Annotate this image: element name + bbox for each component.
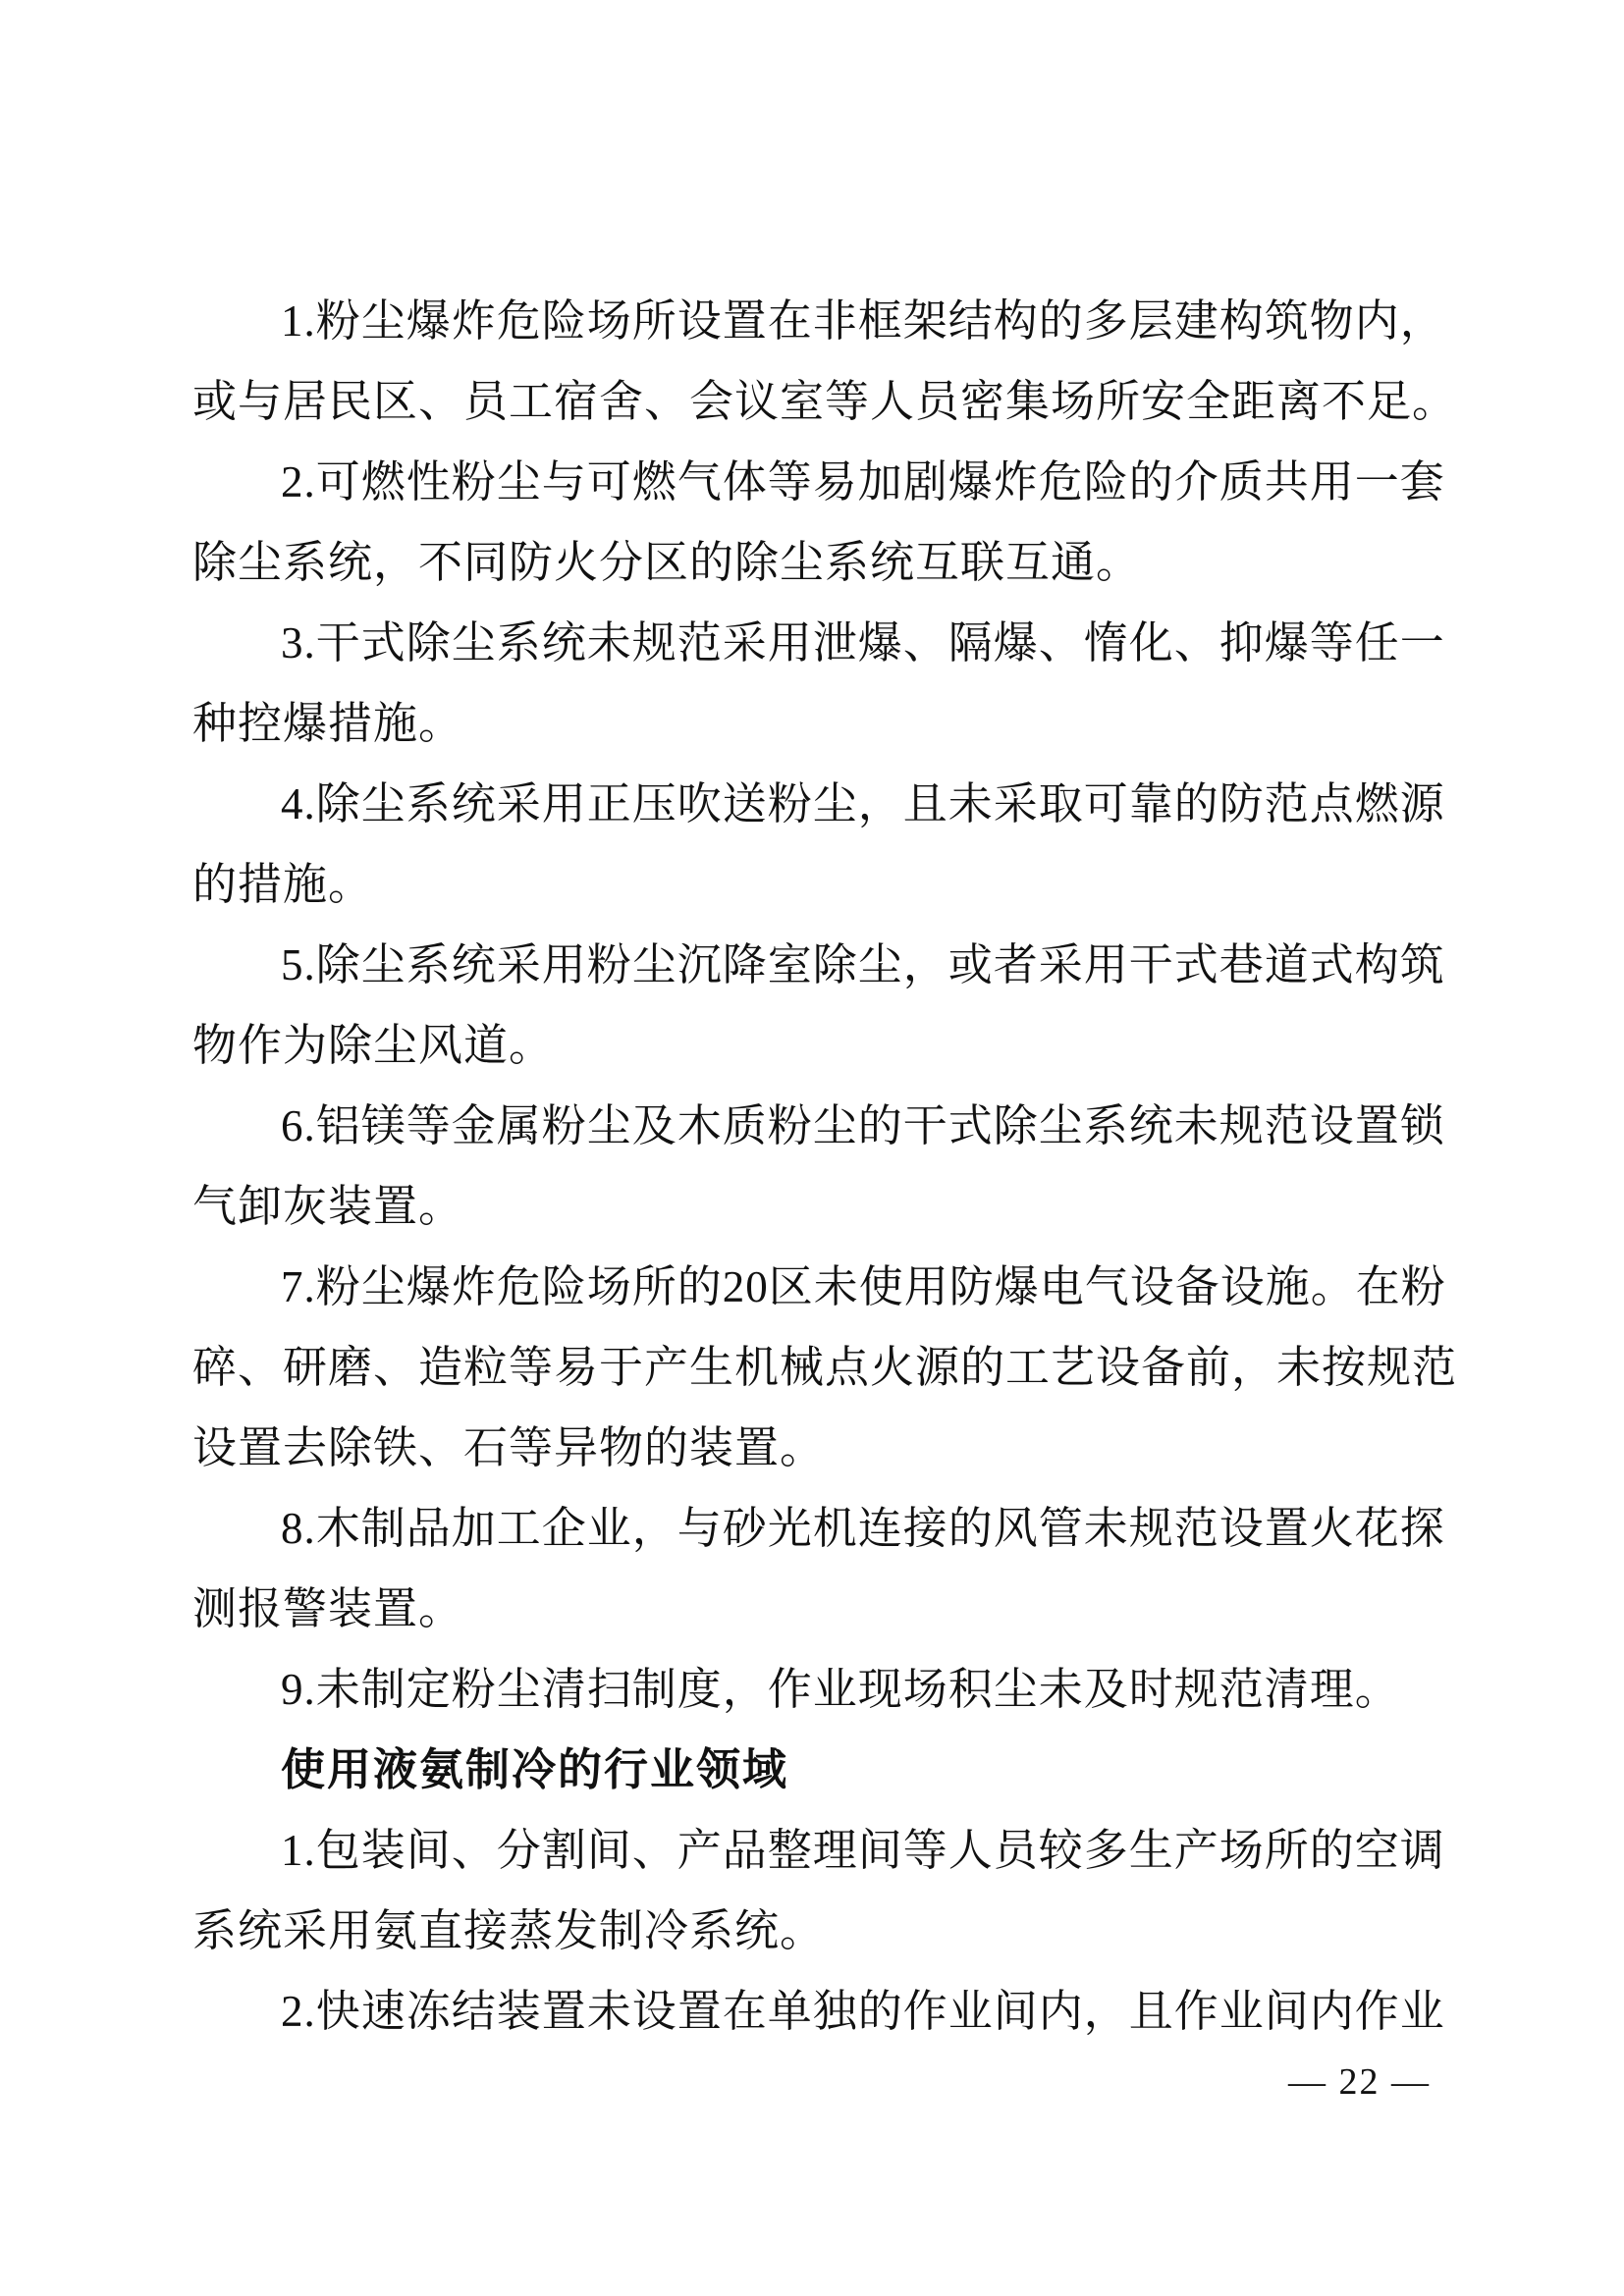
text-line: 2.快速冻结装置未设置在单独的作业间内，且作业间内作业 — [281, 1987, 1445, 2036]
text-line: 的措施。 — [192, 860, 374, 909]
text-line: 2.可燃性粉尘与可燃气体等易加剧爆炸危险的介质共用一套 — [281, 457, 1445, 507]
text-line: 物作为除尘风道。 — [192, 1021, 555, 1070]
text-line: 系统采用氨直接蒸发制冷系统。 — [192, 1906, 826, 1955]
text-line: 气卸灰装置。 — [192, 1182, 464, 1231]
text-line: 除尘系统，不同防火分区的除尘系统互联互通。 — [192, 538, 1142, 587]
text-line: 1.包装间、分割间、产品整理间等人员较多生产场所的空调 — [281, 1826, 1445, 1875]
text-line: 7.粉尘爆炸危险场所的20区未使用防爆电气设备设施。在粉 — [281, 1262, 1446, 1311]
text-line: 8.木制品加工企业，与砂光机连接的风管未规范设置火花探 — [281, 1504, 1445, 1553]
text-line: 3.干式除尘系统未规范采用泄爆、隔爆、惰化、抑爆等任一 — [281, 618, 1445, 667]
section-heading: 使用液氨制冷的行业领域 — [281, 1744, 789, 1794]
text-line: 9.未制定粉尘清扫制度，作业现场积尘未及时规范清理。 — [281, 1665, 1400, 1714]
text-line: 碎、研磨、造粒等易于产生机械点火源的工艺设备前，未按规范 — [192, 1343, 1458, 1392]
page-number: — 22 — — [1288, 2061, 1431, 2103]
text-line: 或与居民区、员工宿舍、会议室等人员密集场所安全距离不足。 — [192, 377, 1458, 426]
text-line: 设置去除铁、石等异物的装置。 — [192, 1423, 826, 1472]
text-line: 种控爆措施。 — [192, 699, 464, 748]
text-line: 测报警装置。 — [192, 1584, 464, 1633]
text-line: 4.除尘系统采用正压吹送粉尘，且未采取可靠的防范点燃源 — [281, 779, 1445, 828]
text-line: 5.除尘系统采用粉尘沉降室除尘，或者采用干式巷道式构筑 — [281, 940, 1445, 989]
text-line: 6.铝镁等金属粉尘及木质粉尘的干式除尘系统未规范设置锁 — [281, 1101, 1445, 1150]
body-text — [192, 281, 1458, 2052]
text-line: 1.粉尘爆炸危险场所设置在非框架结构的多层建构筑物内， — [281, 296, 1445, 346]
